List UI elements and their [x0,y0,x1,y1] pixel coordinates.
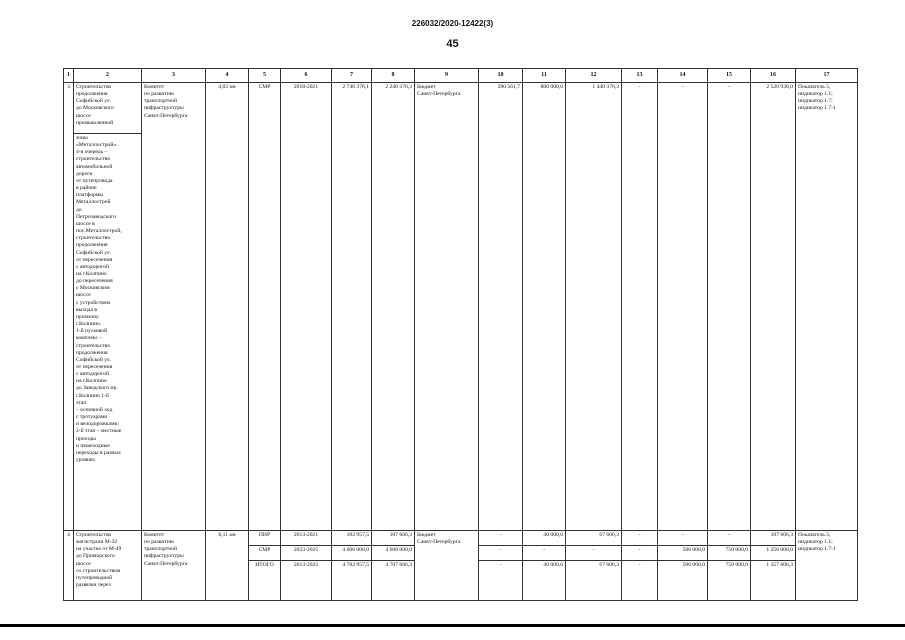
value-col-14: 500 000,0 [658,561,708,601]
value-col-10: - [479,531,523,546]
period: 2023-2025 [281,546,332,561]
indicators: Показатель 5; индикатор 1.1; индикатор 1.7-1 [796,531,858,601]
total-cost: 4 600 000,0 [332,546,372,561]
value-col-11: 800 000,0 [523,83,566,531]
value-col-10: - [479,561,523,601]
length: 4,03 км [206,83,249,531]
remaining-cost: 4 600 000,0 [372,546,415,561]
value-col-11: 40 000,0 [523,531,566,546]
remaining-cost: 4 707 606,3 [372,561,415,601]
value-col-16: 1 357 606,3 [751,561,796,601]
header-cell: 4 [206,69,249,83]
object-name: Строительство магистрали М-32 на участке от М-49 до Приморского шоссе со строительством путепроводной развязки через [74,531,142,601]
funding-source: Бюджет Санкт-Петербурга [415,531,479,601]
object-name-continued: зоны «Металлострой». 4-я очередь – строительство автомобильной дороги от путепровода в районе платформы Металлострой до Петрозаводского шоссе в пос.Металлострой, строительство продолжения Софийской ул. от пересечения с автодорогой на г.Колпино до пересечения с Московским шоссе с устройством выхода в промзону г.Колпино. 1-й пусковой комплекс – строительство продолжения Софийской ул. от пересечения с автодорогой на г.Колпино до Заводского пр. г.Колпино 1-й этап – основной ход с тротуарами и велодорожками; 2-й этап – местные проезды и пешеходные переходы в разных уровнях [74,134,142,531]
column-number-header [64,69,858,83]
header-cell: 9 [415,69,479,83]
value-col-16: 107 606,3 [751,531,796,546]
value-col-11: - [523,546,566,561]
value-col-10: 280 561,7 [479,83,523,531]
header-cell: 14 [658,69,708,83]
row-number: 4 [64,531,74,601]
page-number: 45 [446,38,459,50]
value-col-16: 2 520 938,0 [751,83,796,531]
header-cell: 11 [523,69,566,83]
value-col-13: - [622,546,658,561]
period: 2018-2021 [281,83,332,531]
work-type: СМР [249,546,281,561]
value-col-13: - [622,83,658,531]
value-col-12: 67 606,3 [566,531,622,546]
value-col-14: 500 000,0 [658,546,708,561]
remaining-cost: 2 240 376,3 [372,83,415,531]
work-type: СМР [249,83,281,531]
document-number: 226032/2020-12422(3) [411,19,494,28]
header-cell: 7 [332,69,372,83]
header-cell: 13 [622,69,658,83]
value-col-12: - [566,546,622,561]
indicators: Показатель 5, индикатор 1.1; индикатор 1.7; индикатор 1.7-1 [796,83,858,531]
value-col-10: - [479,546,523,561]
period: 2013-2021 [281,531,332,546]
value-col-14: - [658,83,708,531]
funding-source: Бюджет Санкт-Петербурга [415,83,479,531]
table-row [64,531,858,546]
header-cell: 3 [142,69,206,83]
value-col-12: 1 440 376,3 [566,83,622,531]
value-col-13: - [622,561,658,601]
customer: Комитет по развитию транспортной инфраструктуры Санкт-Петербурга [142,83,206,531]
header-cell: 12 [566,69,622,83]
value-col-15: - [708,83,751,531]
header-cell: 17 [796,69,858,83]
total-cost: 182 957,5 [332,531,372,546]
header-cell: 15 [708,69,751,83]
header-cell: 1 [64,69,74,83]
header-cell: 5 [249,69,281,83]
work-type: ПИР [249,531,281,546]
program-table [63,68,858,601]
customer: Комитет по развитию транспортной инфраструктуры Санкт-Петербурга [142,531,206,601]
length: 8,11 км [206,531,249,601]
value-col-16: 1 250 000,0 [751,546,796,561]
total-cost: 2 740 376,1 [332,83,372,531]
value-col-12: 67 606,3 [566,561,622,601]
header-cell: 6 [281,69,332,83]
value-col-15: 750 000,0 [708,546,751,561]
object-name: Строительство продолжения Софийской ул. до Московского шоссе промышленной [74,83,142,134]
header-cell: 16 [751,69,796,83]
header-cell: 2 [74,69,142,83]
total-cost: 4 782 957,5 [332,561,372,601]
header-cell: 8 [372,69,415,83]
value-col-13: - [622,531,658,546]
row-number: 3 [64,83,74,531]
table-row [64,83,858,134]
period: 2013-2025 [281,561,332,601]
scan-edge-line [0,624,905,627]
work-type: ИТОГО [249,561,281,601]
remaining-cost: 107 606,3 [372,531,415,546]
value-col-15: - [708,531,751,546]
header-cell: 10 [479,69,523,83]
value-col-15: 750 000,0 [708,561,751,601]
value-col-14: - [658,531,708,546]
value-col-11: 40 000,0 [523,561,566,601]
